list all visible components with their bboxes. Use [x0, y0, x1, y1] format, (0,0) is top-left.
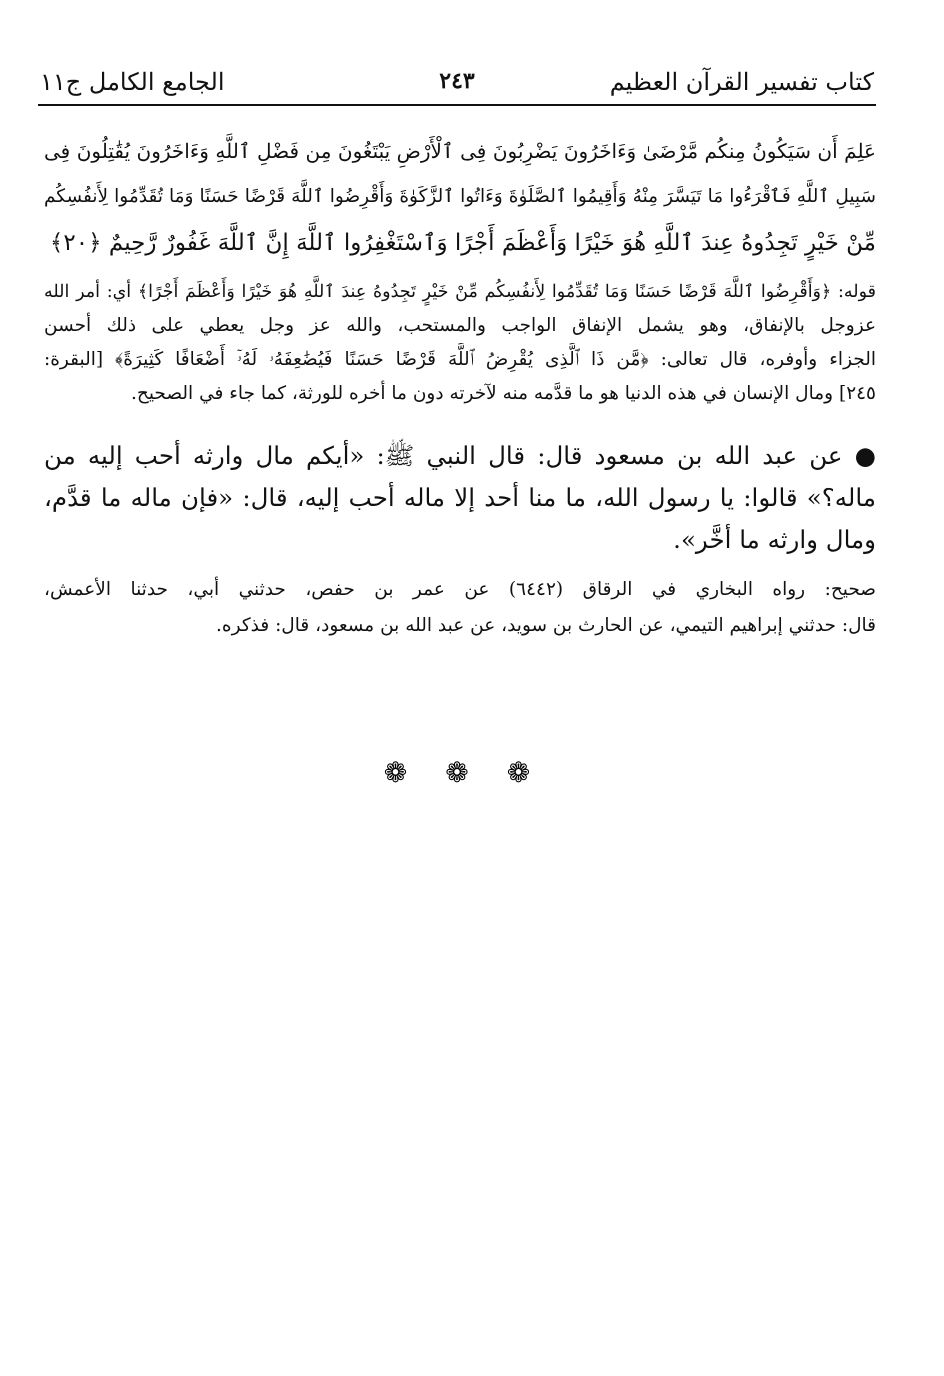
verse-line: عَلِمَ أَن سَيَكُونُ مِنكُم مَّرْضَىٰ وَءَاخَرُونَ يَضْرِبُونَ فِى ٱلْأَرْضِ يَبْتَغُونَ مِن فَضْلِ ٱللَّهِ وَءَاخَرُونَ يُقَٰتِلُونَ فِى: [44, 139, 876, 163]
hadith-source: [44, 572, 876, 644]
floral-ornament-icon: ❁: [506, 756, 561, 789]
hadith-line: ومال وارثه ما أخَّر».: [673, 525, 876, 554]
volume-label: الجامع الكامل ج١١: [40, 68, 225, 96]
tafsir-paragraph: [44, 275, 876, 411]
section-ornament: [0, 756, 944, 789]
hadith-line: ● عن عبد الله بن مسعود قال: قال النبي ﷺ: «أيكم مال وارثه أحب إليه من: [44, 441, 876, 470]
header-divider: [38, 104, 876, 106]
verse-line: مِّنْ خَيْرٍ تَجِدُوهُ عِندَ ٱللَّهِ هُوَ خَيْرًا وَأَعْظَمَ أَجْرًا وَٱسْتَغْفِرُوا ٱللَّهَ إِنَّ ٱللَّهَ غَفُورٌ رَّحِيمٌ ﴿٢٠﴾: [49, 230, 876, 256]
book-title: كتاب تفسير القرآن العظيم: [609, 68, 874, 96]
page-number: ٢٤٣: [439, 68, 475, 94]
quran-verse-block: [44, 128, 876, 266]
floral-ornament-icon: ❁: [445, 756, 499, 789]
tafsir-line: ٢٤٥] ومال الإنسان في هذه الدنيا هو ما قدَّمه منه لآخرته دون ما أخره للورثة، كما جاء في الصحيح.: [131, 383, 876, 404]
verse-line: سَبِيلِ ٱللَّهِ فَٱقْرَءُوا مَا تَيَسَّرَ مِنْهُ وَأَقِيمُوا ٱلصَّلَوٰةَ وَءَاتُوا ٱلزَّكَوٰةَ وَأَقْرِضُوا ٱللَّهَ قَرْضًا حَسَنًا وَمَا تُقَدِّمُوا لِأَنفُسِكُم: [44, 186, 876, 207]
source-line: صحيح: رواه البخاري في الرقاق (٦٤٤٢) عن عمر بن حفص، حدثني أبي، حدثنا الأعمش،: [44, 579, 876, 600]
hadith-line: ماله؟» قالوا: يا رسول الله، ما منا أحد إلا ماله أحب إليه، قال: «فإن ماله ما قدَّم،: [44, 483, 876, 512]
hadith-paragraph: [44, 435, 876, 561]
tafsir-line: قوله: ﴿وَأَقْرِضُوا ٱللَّهَ قَرْضًا حَسَنًا وَمَا تُقَدِّمُوا لِأَنفُسِكُم مِّنْ خَيْرٍ تَجِدُوهُ عِندَ ٱللَّهِ هُوَ خَيْرًا وَأَعْظَمَ أَجْرًا﴾ أي: أمر الله: [44, 282, 876, 302]
tafsir-line: عزوجل بالإنفاق، وهو يشمل الإنفاق الواجب والمستحب، والله عز وجل يعطي على ذلك أحسن: [44, 315, 876, 336]
tafsir-line: الجزاء وأوفره، قال تعالى: ﴿مَّن ذَا ٱلَّذِى يُقْرِضُ ٱللَّهَ قَرْضًا حَسَنًا فَيُضَٰعِفَهُۥ لَهُۥٓ أَضْعَافًا كَثِيرَةً﴾ [البقرة:: [44, 349, 876, 370]
floral-ornament-icon: ❁: [383, 756, 438, 789]
source-line: قال: حدثني إبراهيم التيمي، عن الحارث بن سويد، عن عبد الله بن مسعود، قال: فذكره.: [216, 615, 876, 636]
page-header: [40, 62, 874, 102]
